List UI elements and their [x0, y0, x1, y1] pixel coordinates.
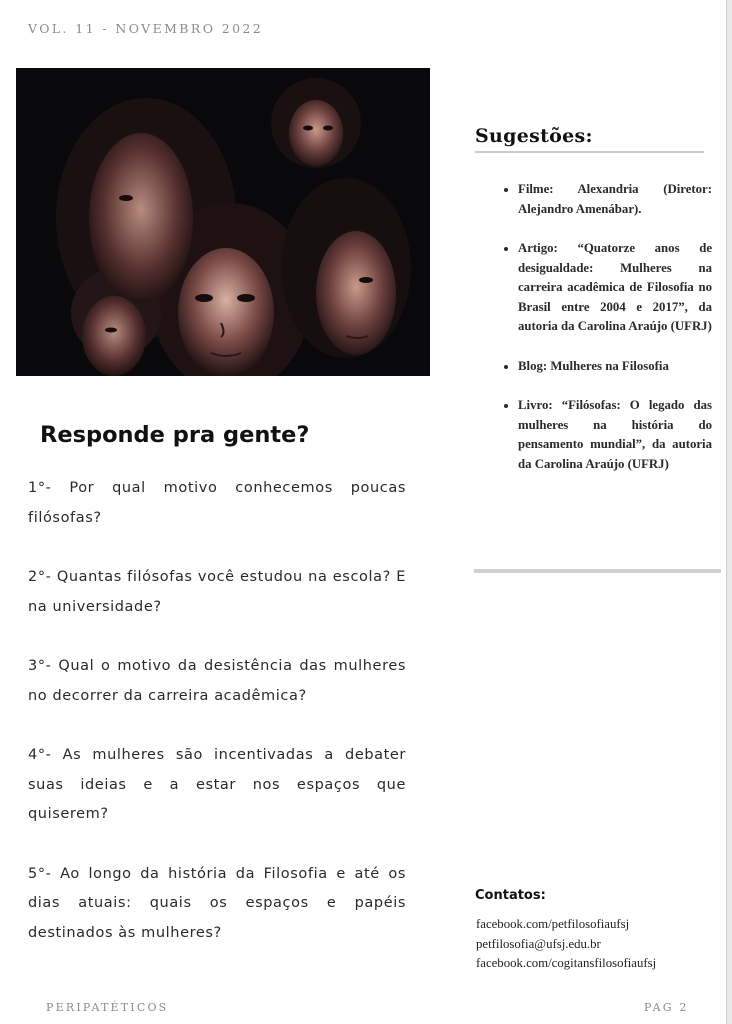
suggestion-item: Livro: “Filósofas: O legado das mulheres na história do pensamento mundial”, da autoria da Carolina Araújo (UFRJ) [500, 396, 712, 474]
question-item: 1°- Por qual motivo conhecemos poucas filósofas? [28, 480, 406, 526]
questions-title: Responde pra gente? [40, 422, 310, 448]
questions-list [28, 474, 406, 978]
suggestions-title: Sugestões: [475, 125, 593, 147]
contacts-title: Contatos: [475, 888, 546, 903]
volume-header: VOL. 11 - NOVEMBRO 2022 [28, 21, 264, 36]
question-item: 2°- Quantas filósofas você estudou na escola? E na universidade? [28, 569, 406, 615]
suggestion-item: Artigo: “Quatorze anos de desigualdade: Mulheres na carreira acadêmica de Filosofia no Brasil entre 2004 e 2017”, da autoria da Carolina Araújo (UFRJ) [500, 239, 712, 337]
suggestion-item: Blog: Mulheres na Filosofia [500, 357, 712, 377]
contact-facebook-cogitans[interactable]: facebook.com/cogitansfilosofiaufsj [476, 956, 657, 970]
question-item: 3°- Qual o motivo da desistência das mulheres no decorrer da carreira acadêmica? [28, 658, 406, 704]
sidebar-divider [474, 569, 721, 573]
footer-publication: PERIPATÉTICOS [46, 1001, 169, 1014]
suggestion-item: Filme: Alexandria (Diretor: Alejandro Amenábar). [500, 180, 712, 219]
suggestions-list [500, 180, 712, 494]
suggestions-divider [475, 151, 704, 153]
contact-facebook-pet[interactable]: facebook.com/petfilosofiaufsj [476, 917, 630, 931]
women-philosophers-collage-image [16, 68, 430, 376]
contacts-list [476, 915, 656, 974]
footer-page-number: PAG 2 [644, 1001, 689, 1014]
question-item: 5°- Ao longo da história da Filosofia e até os dias atuais: quais os espaços e papéis destinados às mulheres? [28, 865, 406, 941]
contact-email[interactable]: petfilosofia@ufsj.edu.br [476, 936, 601, 951]
question-item: 4°- As mulheres são incentivadas a debater suas ideias e a estar nos espaços que quiserem? [28, 747, 406, 822]
